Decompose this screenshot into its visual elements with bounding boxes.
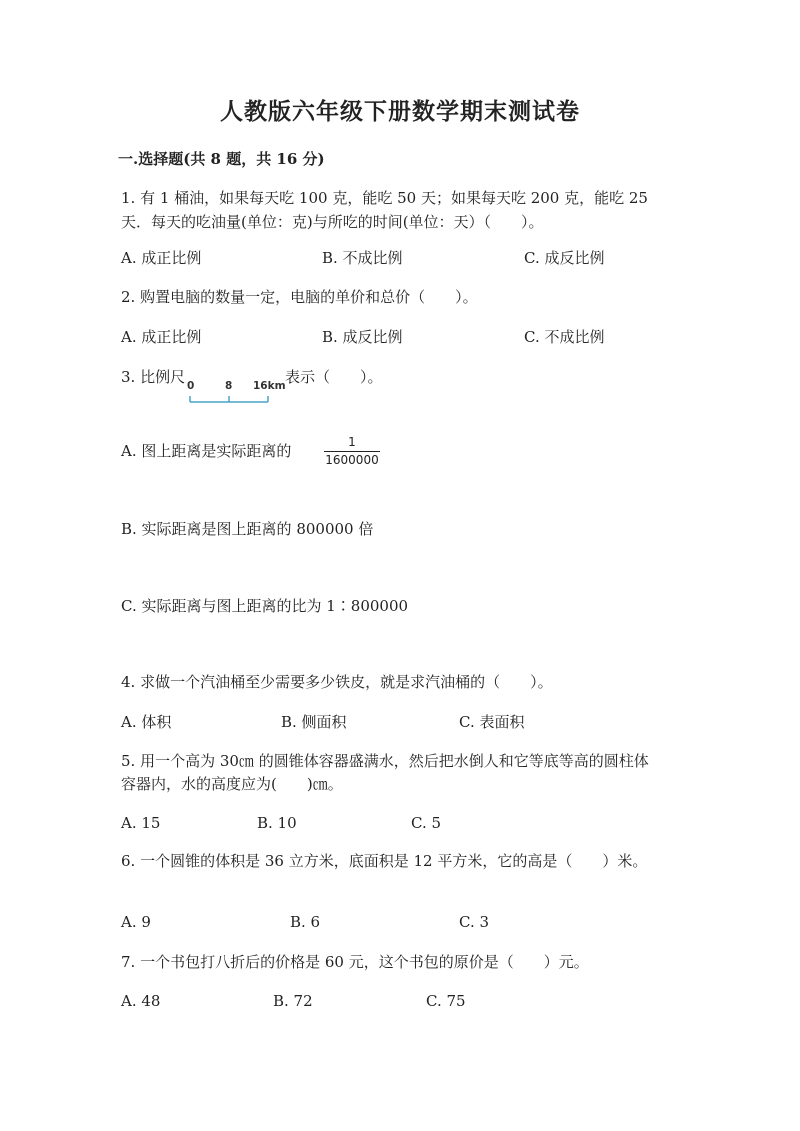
fraction-bar [324,451,380,452]
question-1-line-2: 天．每天的吃油量(单位：克)与所吃的时间(单位：天）（ ）。 [121,213,544,231]
question-7-option-a: A. 48 [121,992,161,1010]
question-6-line-1: 6. 一个圆锥的体积是 36 立方米，底面积是 12 平方米，它的高是（ ）米。 [121,852,648,870]
question-6-option-c: C. 3 [459,913,490,931]
question-7-line-1: 7. 一个书包打八折后的价格是 60 元，这个书包的原价是（ ）元。 [121,953,589,971]
scale-bar [185,380,285,408]
question-3-option-c: C. 实际距离与图上距离的比为 1∶800000 [121,597,409,615]
fraction-numerator: 1 [348,435,356,449]
question-4-option-c: C. 表面积 [459,713,525,731]
question-4-option-b: B. 侧面积 [281,713,347,731]
question-1-line-1: 1. 有 1 桶油，如果每天吃 100 克，能吃 50 天；如果每天吃 200 克，能吃 25 [121,189,648,207]
question-1-option-c: C. 成反比例 [524,249,605,267]
question-3-option-b: B. 实际距离是图上距离的 800000 倍 [121,520,374,538]
page-title: 人教版六年级下册数学期末测试卷 [220,98,580,125]
scale-label-0: 0 [187,380,195,392]
section-heading: 一.选择题(共 8 题，共 16 分) [118,150,325,168]
question-5-option-b: B. 10 [257,814,297,832]
question-7-option-b: B. 72 [273,992,313,1010]
question-2-option-a: A. 成正比例 [121,328,202,346]
question-5-line-1: 5. 用一个高为 30㎝ 的圆锥体容器盛满水，然后把水倒人和它等底等高的圆柱体 [121,752,649,770]
question-6-option-a: A. 9 [121,913,151,931]
fraction [324,435,380,468]
question-1-option-b: B. 不成比例 [322,249,403,267]
fraction-denominator: 1600000 [325,453,379,467]
question-4-option-a: A. 体积 [121,713,172,731]
question-4-line-1: 4. 求做一个汽油桶至少需要多少铁皮，就是求汽油桶的（ ）。 [121,673,553,691]
question-3-suffix: 表示（ ）。 [285,368,383,386]
question-3-prefix: 3. 比例尺 [121,368,186,386]
question-5-option-a: A. 15 [121,814,161,832]
scale-bar-graphic [185,392,285,406]
question-3-option-a: A. 图上距离是实际距离的 [121,442,292,460]
scale-label-16km: 16km [253,380,286,392]
question-7-option-c: C. 75 [426,992,466,1010]
question-2-option-b: B. 成反比例 [322,328,403,346]
question-1-option-a: A. 成正比例 [121,249,202,267]
scale-label-8: 8 [225,380,233,392]
question-2-line-1: 2. 购置电脑的数量一定，电脑的单价和总价（ ）。 [121,288,478,306]
question-6-option-b: B. 6 [290,913,321,931]
question-2-option-c: C. 不成比例 [524,328,605,346]
question-5-option-c: C. 5 [411,814,442,832]
question-5-line-2: 容器内，水的高度应为( )㎝。 [121,775,343,793]
